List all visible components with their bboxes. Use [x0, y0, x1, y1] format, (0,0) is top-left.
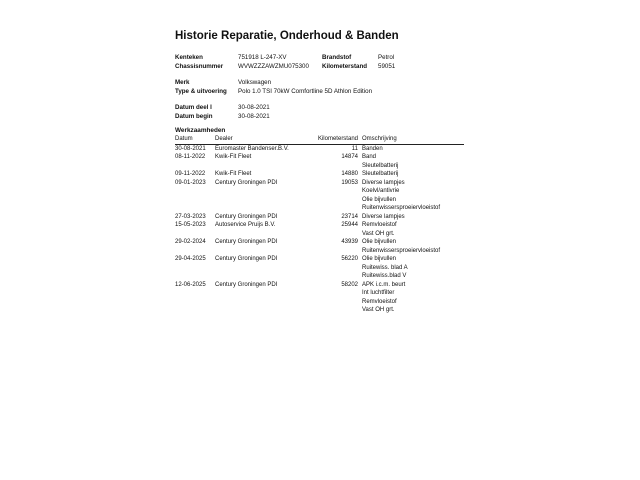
kilometerstand-label: Kilometerstand	[322, 62, 368, 70]
omschrijving-line: Remvloeistof	[362, 222, 397, 228]
row-dealer: Century Groningen PDI	[215, 256, 278, 262]
table-row	[175, 170, 464, 179]
row-date: 15-05-2023	[175, 222, 206, 228]
row-dealer: Euromaster Bandenser.B.V.	[215, 145, 289, 152]
table-row	[175, 221, 464, 238]
row-dealer: Century Groningen PDI	[215, 281, 278, 288]
merk-label: Merk	[175, 79, 190, 86]
table-row	[175, 281, 464, 315]
omschrijving-line: Olie bijvullen	[362, 256, 397, 262]
row-kilometerstand: 14874	[341, 154, 358, 160]
info-row-type	[175, 88, 475, 97]
info-row-begin	[175, 113, 475, 122]
brandstof-value: Petrol	[378, 54, 395, 61]
chassis-label: Chassisnummer	[175, 62, 224, 70]
document	[175, 30, 475, 315]
table-row	[175, 255, 464, 281]
omschrijving-line: Diverse lampjes	[362, 179, 405, 186]
info-row-kenteken	[175, 54, 475, 63]
row-kilometerstand: 58202	[341, 281, 358, 288]
werkzaamheden-table	[175, 135, 464, 315]
table-row	[175, 144, 464, 153]
omschrijving-line: Remvloeistof	[362, 298, 397, 305]
omschrijving-line: Sleutelbatterij	[362, 171, 399, 177]
spacer	[175, 96, 475, 104]
row-omschrijving	[362, 238, 464, 255]
row-dealer: Autoservice Pruijs B.V.	[215, 222, 276, 228]
row-date: 30-08-2021	[175, 145, 206, 152]
column-header-omschrijving: Omschrijving	[362, 135, 464, 144]
datum-deel1-value: 30-08-2021	[238, 104, 270, 111]
table-row	[175, 238, 464, 255]
row-kilometerstand: 23714	[341, 213, 358, 220]
brandstof-label: Brandstof	[322, 54, 352, 61]
omschrijving-line: Int luchtfilter	[362, 290, 395, 296]
kilometerstand-value: 59051	[378, 62, 396, 70]
row-dealer: Century Groningen PDI	[215, 239, 278, 245]
row-date: 27-03-2023	[175, 213, 206, 220]
row-omschrijving	[362, 153, 464, 170]
omschrijving-line: Ruitewiss. blad A	[362, 264, 408, 271]
omschrijving-line: Diverse lampjes	[362, 213, 405, 220]
spacer	[175, 71, 475, 79]
omschrijving-line: Olie bijvullen	[362, 196, 397, 203]
info-row-chassis	[175, 63, 475, 72]
omschrijving-line: Vast OH grt.	[362, 230, 395, 237]
kenteken-label: Kenteken	[175, 54, 203, 61]
type-value: Polo 1.0 TSI 70kW Comfortline 5D Athlon Edition	[238, 87, 373, 95]
table-row	[175, 179, 464, 213]
row-kilometerstand: 19053	[341, 179, 358, 186]
omschrijving-line: Ruitenwissersproeiervloeistof	[362, 205, 441, 211]
datum-begin-label: Datum begin	[175, 112, 213, 120]
row-omschrijving	[362, 255, 464, 281]
row-date: 09-01-2023	[175, 179, 206, 186]
omschrijving-line: Ruitewiss.blad V	[362, 273, 407, 279]
type-label: Type & uitvoering	[175, 87, 227, 95]
column-header-datum: Datum	[175, 135, 215, 144]
omschrijving-line: Band	[362, 154, 377, 160]
row-omschrijving	[362, 213, 464, 222]
datum-begin-value: 30-08-2021	[238, 112, 270, 120]
vehicle-info	[175, 54, 475, 121]
row-dealer: Kwik-Fit Fleet	[215, 171, 252, 177]
row-date: 12-06-2025	[175, 281, 206, 288]
row-date: 09-11-2022	[175, 171, 206, 177]
row-kilometerstand: 11	[351, 145, 358, 152]
row-dealer: Kwik-Fit Fleet	[215, 154, 252, 160]
kenteken-value: 751918 L-247-XV	[238, 54, 287, 61]
info-row-deel1	[175, 104, 475, 113]
row-date: 29-04-2025	[175, 256, 206, 262]
table-header-row	[175, 135, 464, 144]
column-header-dealer: Dealer	[215, 135, 315, 144]
omschrijving-line: Ruitenwissersproeiervloeistof	[362, 247, 441, 254]
omschrijving-line: Koelvl/antivrie	[362, 188, 400, 194]
row-dealer: Century Groningen PDI	[215, 213, 278, 220]
row-omschrijving	[362, 221, 464, 238]
row-kilometerstand: 25944	[341, 222, 358, 228]
column-header-kilometerstand: Kilometerstand	[315, 135, 362, 144]
row-omschrijving	[362, 144, 464, 153]
table-row	[175, 213, 464, 222]
row-omschrijving	[362, 179, 464, 213]
row-kilometerstand: 14880	[341, 171, 358, 177]
datum-deel1-label: Datum deel I	[175, 104, 212, 111]
omschrijving-line: Sleutelbatterij	[362, 162, 399, 169]
werkzaamheden-heading: Werkzaamheden	[175, 127, 226, 134]
info-row-merk	[175, 79, 475, 88]
omschrijving-line: Vast OH grt.	[362, 307, 395, 313]
table-body	[175, 144, 464, 315]
row-omschrijving	[362, 281, 464, 315]
row-kilometerstand: 43939	[341, 239, 358, 245]
omschrijving-line: APK i.c.m. beurt	[362, 281, 406, 288]
merk-value: Volkswagen	[238, 79, 272, 86]
row-kilometerstand: 56220	[341, 256, 358, 262]
row-date: 29-02-2024	[175, 239, 206, 245]
row-date: 08-11-2022	[175, 154, 206, 160]
chassis-value: WVWZZZAWZMU075300	[238, 62, 309, 70]
table-row	[175, 153, 464, 170]
omschrijving-line: Banden	[362, 145, 383, 152]
omschrijving-line: Olie bijvullen	[362, 239, 397, 245]
page-title: Historie Reparatie, Onderhoud & Banden	[175, 30, 399, 42]
row-dealer: Century Groningen PDI	[215, 179, 278, 186]
row-omschrijving	[362, 170, 464, 179]
